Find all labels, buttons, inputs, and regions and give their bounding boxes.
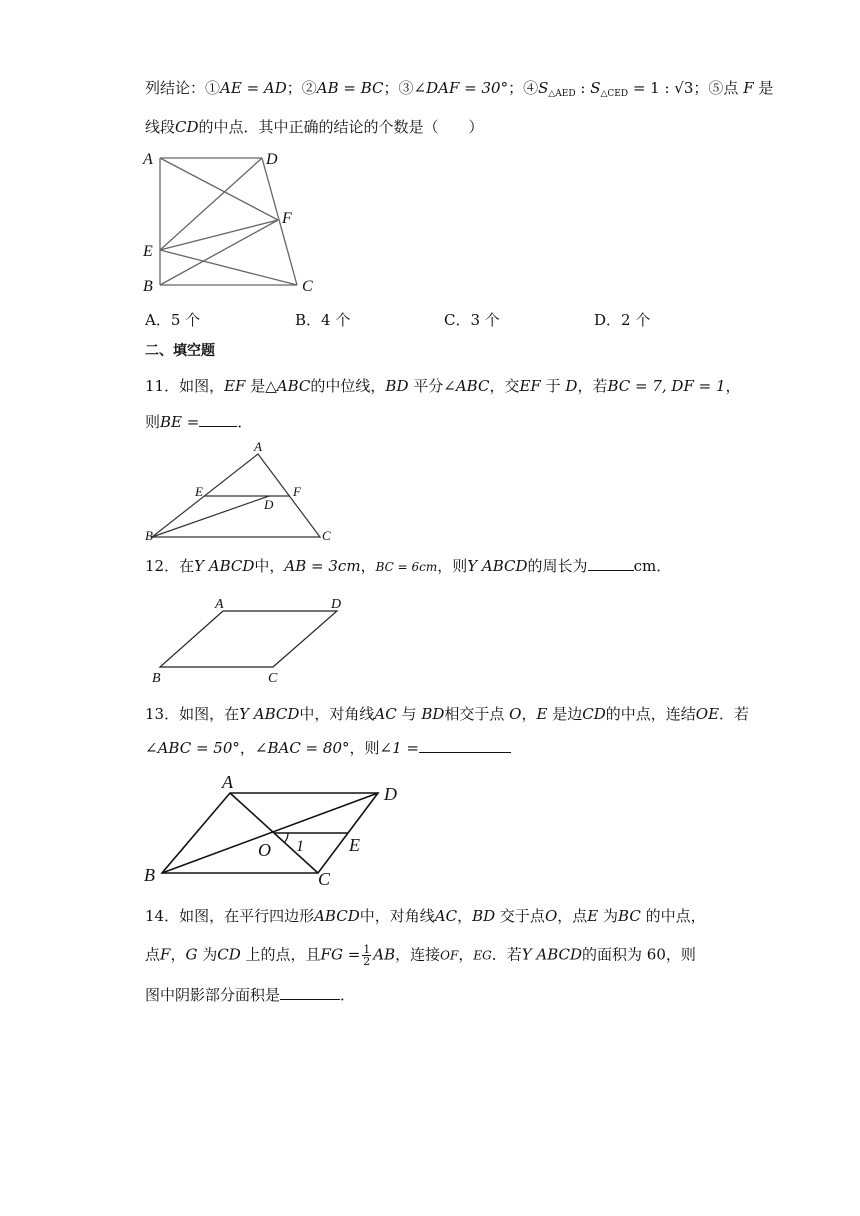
- math: AE = AD: [220, 79, 287, 97]
- choice-d[interactable]: D．2 个: [594, 311, 651, 329]
- text: ，: [521, 705, 537, 723]
- math: O: [509, 705, 522, 723]
- text: ，: [458, 945, 474, 964]
- q12-line1: [145, 556, 671, 577]
- answer-blank[interactable]: [419, 738, 511, 753]
- math: ∠ABC: [443, 377, 490, 395]
- math: EF: [519, 377, 541, 395]
- text: 中，对角线: [359, 907, 435, 925]
- math: E: [536, 705, 548, 723]
- label-F: F: [293, 484, 301, 499]
- fraction: [362, 944, 371, 967]
- math: CD: [582, 705, 606, 723]
- text: 相交于点: [444, 705, 505, 723]
- math: AB: [373, 945, 396, 964]
- q10-figure: [140, 145, 330, 295]
- text: 是: [250, 377, 266, 395]
- math: AB = 3cm: [284, 557, 361, 575]
- text: 中，: [254, 557, 285, 575]
- q13-line2: [145, 738, 511, 758]
- label-C: C: [268, 671, 278, 686]
- label-O: O: [258, 840, 271, 860]
- text: ；⑤点: [693, 79, 739, 97]
- answer-blank[interactable]: [588, 556, 634, 571]
- label-A: A: [143, 151, 153, 168]
- text: 11．如图，: [145, 377, 225, 395]
- math: EF: [224, 377, 246, 395]
- label-A: A: [222, 772, 233, 792]
- text: ，则: [437, 557, 468, 575]
- text: ．: [340, 986, 356, 1004]
- label-D: D: [266, 151, 278, 168]
- q12-figure: [145, 590, 355, 690]
- math: O: [544, 907, 558, 925]
- math: G: [185, 945, 198, 964]
- q14-line1: [145, 906, 706, 926]
- text: 上的点，且: [245, 945, 321, 964]
- label-E: E: [349, 835, 360, 855]
- math: BD: [421, 705, 445, 723]
- label-B: B: [145, 528, 153, 543]
- label-B: B: [152, 671, 161, 686]
- subscript: △AED: [548, 89, 576, 99]
- label-D: D: [384, 784, 397, 804]
- math: CD: [217, 945, 241, 964]
- q11-figure: [140, 440, 340, 545]
- math: BD: [472, 907, 496, 925]
- q11-line1: [145, 376, 741, 396]
- text: 13．如图，在: [145, 705, 240, 723]
- math: BC: [618, 907, 641, 925]
- text: 的中点，连结: [605, 705, 696, 723]
- label-C: C: [322, 528, 331, 543]
- math: AC: [374, 705, 397, 723]
- q11-line2: [145, 412, 252, 432]
- text: 线段: [145, 118, 176, 136]
- text: ，: [239, 739, 255, 757]
- q14-line3: [145, 985, 355, 1005]
- math: E: [587, 907, 599, 925]
- text: ，: [457, 907, 473, 925]
- text: 为: [202, 945, 218, 964]
- text: 于: [545, 377, 561, 395]
- text: 14．如图，在平行四边形: [145, 907, 315, 925]
- answer-blank[interactable]: [280, 985, 340, 1000]
- text: ，: [170, 945, 186, 964]
- text: 的中点，: [645, 907, 706, 925]
- text: ，: [725, 377, 741, 395]
- math: ABCD: [314, 907, 360, 925]
- section-title: 二、填空题: [145, 343, 215, 359]
- answer-blank[interactable]: [199, 412, 237, 427]
- text: ；③: [383, 79, 414, 97]
- math: FG =: [320, 945, 361, 964]
- label-E: E: [195, 484, 203, 499]
- q10-line1: [145, 78, 773, 104]
- math: Y ABCD: [194, 557, 255, 575]
- choice-a[interactable]: A．5 个: [145, 311, 201, 329]
- text: ；②: [286, 79, 317, 97]
- text: ．若: [719, 705, 750, 723]
- math: F: [160, 945, 171, 964]
- math: EG: [473, 948, 492, 963]
- math: S: [538, 79, 549, 97]
- text: 中，对角线: [299, 705, 375, 723]
- text: 的周长为: [527, 557, 588, 575]
- math: OE: [695, 705, 720, 723]
- text: ，交: [489, 377, 520, 395]
- math: AC: [434, 907, 458, 925]
- label-A: A: [215, 597, 224, 612]
- math: S: [590, 79, 601, 97]
- text: ，若: [577, 377, 608, 395]
- text: 的中位线，: [310, 377, 386, 395]
- text: 与: [401, 705, 417, 723]
- math: ∠DAF = 30°: [413, 79, 509, 97]
- text: 则: [145, 413, 161, 431]
- text: 图中阴影部分面积是: [145, 986, 281, 1004]
- text: ，连接: [395, 945, 441, 964]
- math: BC = 7, DF = 1: [607, 377, 726, 395]
- math: AB = BC: [316, 79, 384, 97]
- label-A: A: [254, 440, 262, 454]
- text: :: [575, 79, 591, 97]
- text: 的中点．其中正确的结论的个数是（ ）: [198, 118, 484, 136]
- label-C: C: [302, 278, 313, 295]
- math: BC = 6cm: [375, 560, 438, 574]
- math: Y ABCD: [521, 945, 583, 964]
- math: = 1 : √3: [628, 79, 694, 97]
- text: ，: [360, 557, 376, 575]
- text: ，则: [349, 739, 380, 757]
- math: D: [565, 377, 578, 395]
- text: ；④: [508, 79, 539, 97]
- choice-c[interactable]: C．3 个: [444, 311, 500, 329]
- text: ．若: [491, 945, 522, 964]
- angle-1-label: 1: [296, 838, 304, 855]
- text: 的面积为 60，则: [582, 945, 696, 964]
- label-D: D: [331, 597, 342, 612]
- text: 为: [603, 907, 619, 925]
- math: BD: [385, 377, 409, 395]
- text: ．: [656, 557, 672, 575]
- label-D: D: [264, 497, 274, 512]
- math: ∠BAC = 80°: [254, 739, 350, 757]
- text: 点: [145, 945, 161, 964]
- q10-line2: [145, 117, 484, 137]
- label-B: B: [143, 278, 153, 295]
- math: OF: [440, 948, 459, 963]
- text: 交于点: [499, 907, 545, 925]
- math: Y ABCD: [239, 705, 300, 723]
- text: 平分: [413, 377, 444, 395]
- text: 是边: [552, 705, 583, 723]
- math: BE =: [160, 413, 200, 431]
- text: 12．在: [145, 557, 195, 575]
- q14-line2: [145, 944, 696, 967]
- subscript: △CED: [600, 89, 629, 99]
- math: △ABC: [265, 377, 311, 395]
- fraction-denominator: 2: [363, 955, 371, 968]
- math: CD: [175, 118, 199, 136]
- text: ，点: [557, 907, 588, 925]
- text: 是: [758, 79, 774, 97]
- fraction-numerator: 1: [363, 943, 371, 956]
- math: Y ABCD: [467, 557, 528, 575]
- text: ．: [237, 413, 253, 431]
- label-F: F: [282, 210, 292, 227]
- choice-b[interactable]: B．4 个: [295, 311, 351, 329]
- label-B: B: [144, 865, 155, 885]
- unit: cm: [633, 557, 657, 575]
- math: ∠ABC = 50°: [145, 739, 240, 757]
- math: ∠1 =: [379, 739, 419, 757]
- text: 列结论：①: [145, 79, 221, 97]
- q13-figure: [140, 765, 410, 890]
- q13-line1: [145, 704, 749, 724]
- math: F: [743, 79, 754, 97]
- label-C: C: [318, 869, 331, 889]
- label-E: E: [143, 243, 153, 260]
